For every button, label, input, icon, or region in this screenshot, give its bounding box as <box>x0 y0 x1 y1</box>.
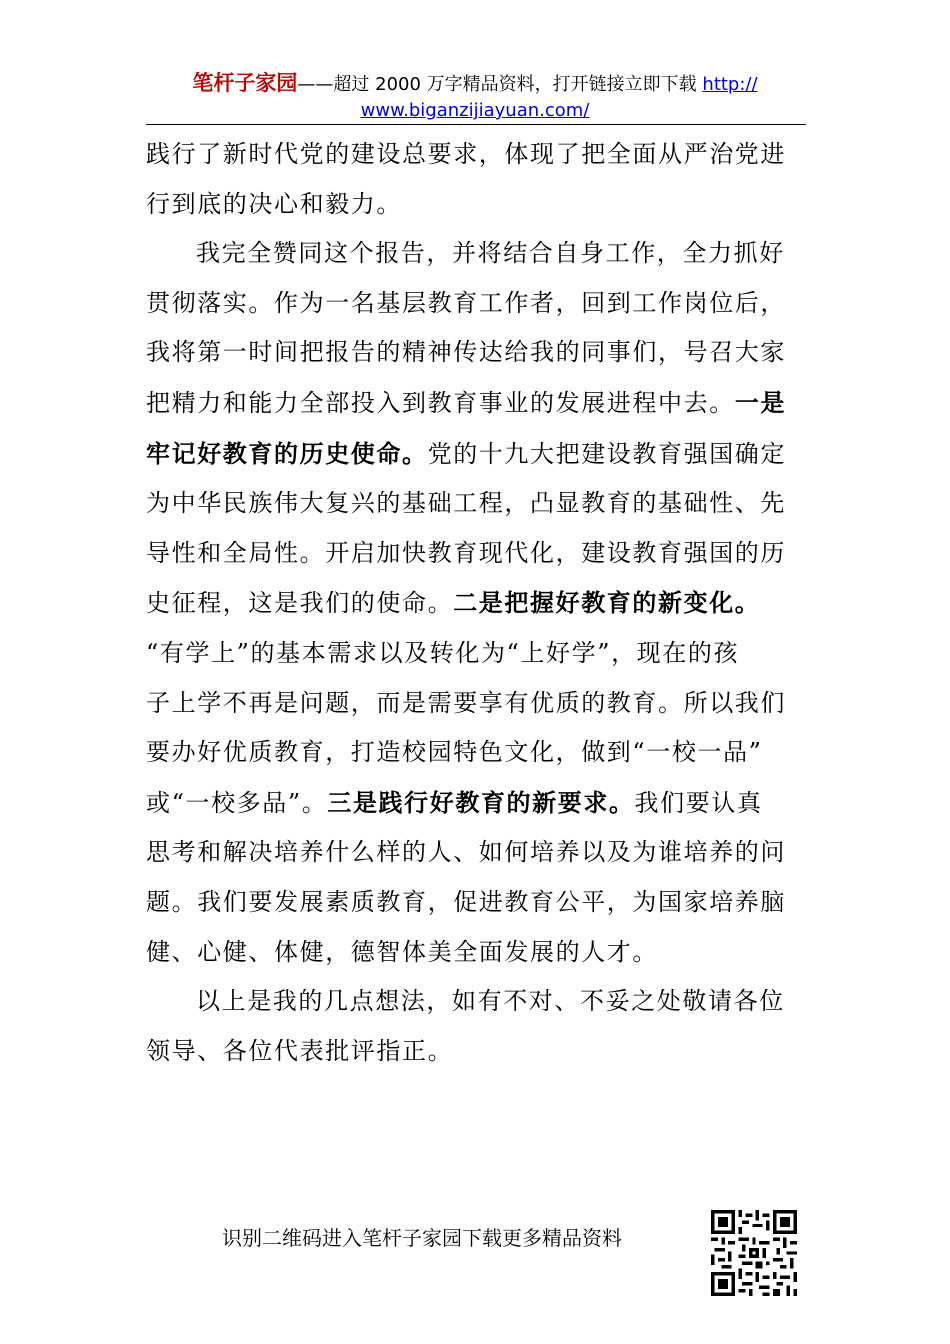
document-body <box>146 130 810 1076</box>
paragraph-1 <box>146 130 810 229</box>
download-link-continued[interactable]: www.biganzijiayuan.com/ <box>360 100 590 121</box>
text-line: 思考和解决培养什么样的人、如何培养以及为谁培养的问 <box>146 838 786 867</box>
point-one-heading: 一是 <box>734 387 787 417</box>
text-line: 以上是我的几点想法，如有不对、不妥之处敬请各位 <box>196 987 785 1016</box>
footer-caption: 识别二维码进入笔杆子家园下载更多精品资料 <box>222 1226 622 1250</box>
point-three-heading: 三是践行好教育的新要求。 <box>327 787 635 817</box>
point-one-heading-cont: 牢记好教育的历史使命。 <box>146 438 428 468</box>
text-line: 行到底的决心和毅力。 <box>146 189 402 218</box>
text-line: 领导、各位代表批评指正。 <box>146 1036 454 1065</box>
text-line: 题。我们要发展素质教育，促进教育公平，为国家培养脑 <box>146 887 786 916</box>
paragraph-3 <box>146 977 810 1076</box>
paragraph-2 <box>146 229 810 977</box>
text-line: 子上学不再是问题，而是需要享有优质的教育。所以我们 <box>146 688 786 717</box>
header-divider <box>146 124 806 125</box>
brand-name: 笔杆子家园 <box>192 71 298 95</box>
text-segment: 把精力和能力全部投入到教育事业的发展进程中去。 <box>146 388 735 417</box>
text-line: 贯彻落实。作为一名基层教育工作者，回到工作岗位后， <box>146 288 786 317</box>
text-line: “有学上”的基本需求以及转化为“上好学”，现在的孩 <box>146 638 740 667</box>
text-line <box>146 378 810 429</box>
page-header <box>120 70 830 124</box>
header-tagline: ——超过 2000 万字精品资料，打开链接立即下载 <box>297 74 703 95</box>
point-two-heading: 二是把握好教育的新变化。 <box>453 588 761 618</box>
text-segment: 党的十九大把建设教育强国确定 <box>427 439 787 468</box>
text-line: 践行了新时代党的建设总要求，体现了把全面从严治党进 <box>146 140 786 168</box>
text-segment: 史征程，这是我们的使命。 <box>146 589 454 618</box>
text-line: 导性和全局性。开启加快教育现代化，建设教育强国的历 <box>146 538 786 567</box>
text-line <box>146 778 810 829</box>
text-line <box>146 429 810 480</box>
qr-code-icon[interactable] <box>711 1210 797 1296</box>
text-line: 健、心健、体健，德智体美全面发展的人才。 <box>146 937 658 966</box>
text-line: 我将第一时间把报告的精神传达给我的同事们，号召大家 <box>146 338 786 367</box>
text-line: 为中华民族伟大复兴的基础工程，凸显教育的基础性、先 <box>146 489 786 518</box>
text-segment: 或“一校多品”。 <box>146 788 328 817</box>
text-line: 要办好优质教育，打造校园特色文化，做到“一校一品” <box>146 738 763 767</box>
text-line: 我完全赞同这个报告，并将结合自身工作，全力抓好 <box>196 239 785 268</box>
text-line <box>146 578 810 629</box>
download-link[interactable]: http:// <box>702 74 758 95</box>
text-segment: 我们要认真 <box>634 788 763 817</box>
